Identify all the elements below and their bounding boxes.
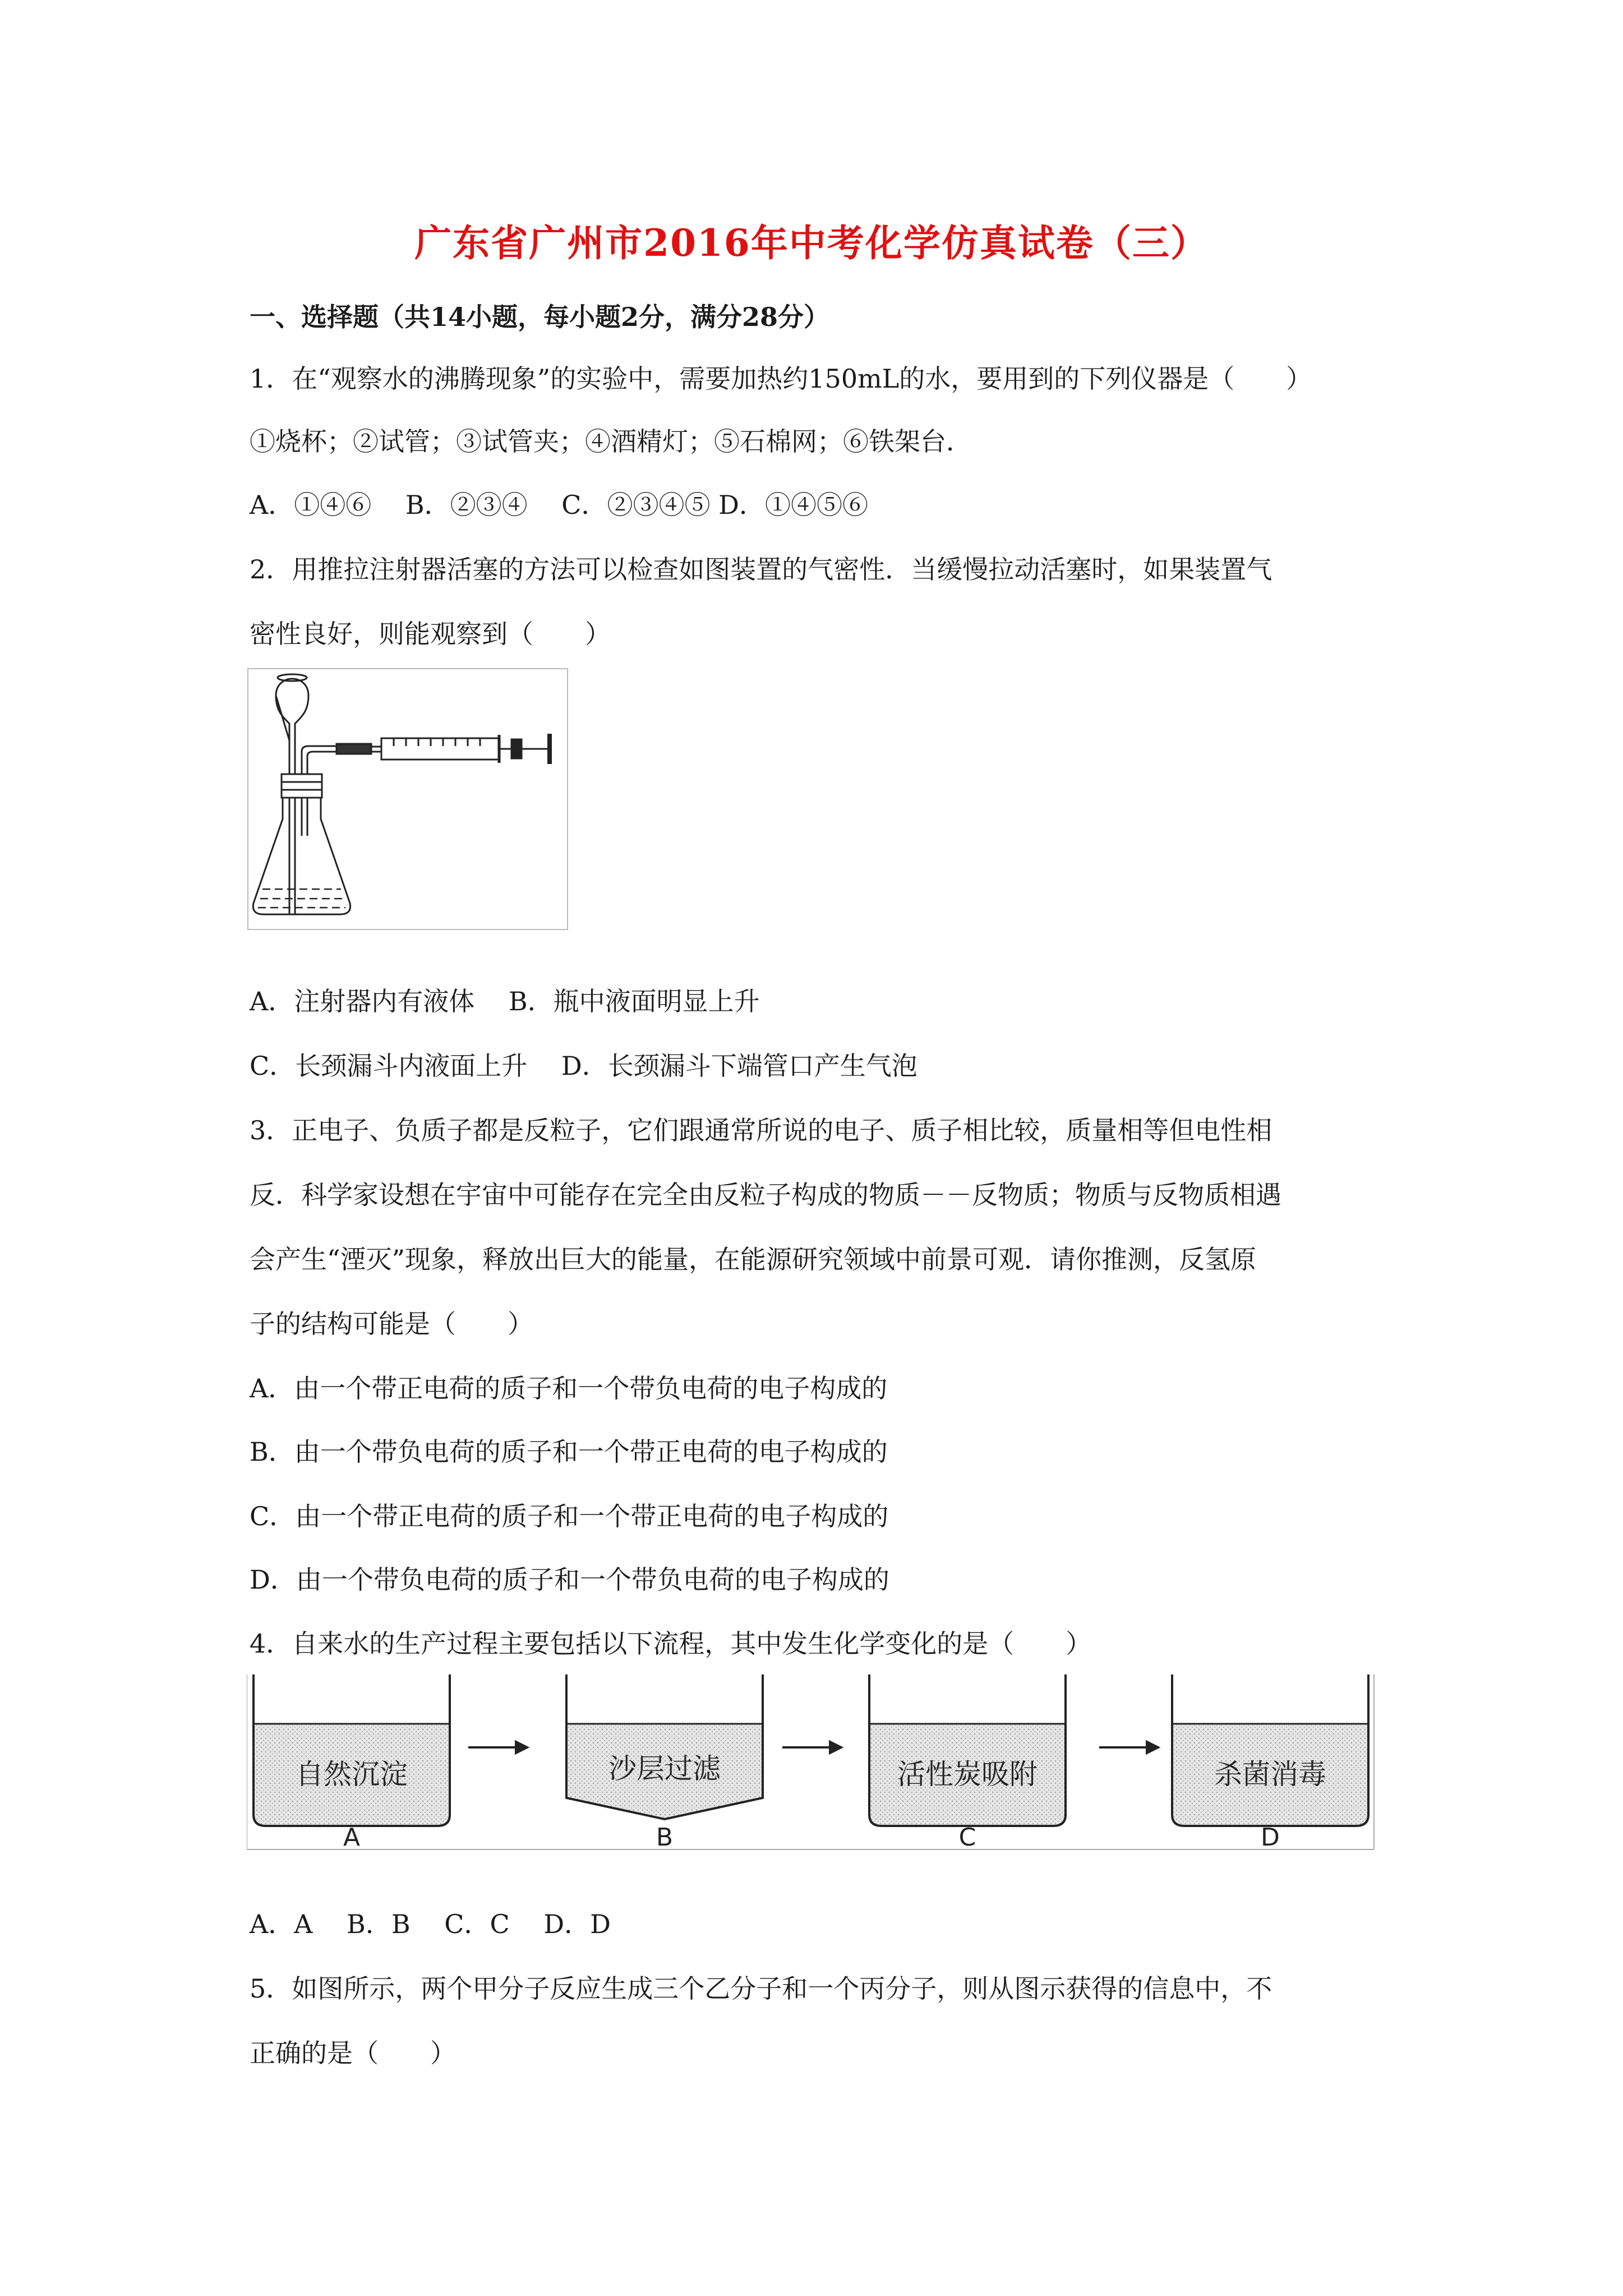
water-treatment-flow-figure — [247, 1674, 1380, 1854]
airtightness-apparatus-figure — [247, 668, 569, 931]
q5-stem-line2: 正确的是（ ） — [250, 2038, 456, 2068]
q2-options-ab: A．注射器内有液体 B．瓶中液面明显上升 — [250, 986, 760, 1016]
page-title: 广东省广州市2016年中考化学仿真试卷（三） — [414, 221, 1209, 265]
q3-stem-line1: 3．正电子、负质子都是反粒子，它们跟通常所说的电子、质子相比较，质量相等但电性相 — [250, 1115, 1272, 1145]
step-c-letter: C — [958, 1823, 976, 1852]
step-b-letter: B — [656, 1823, 674, 1852]
step-a-label: 自然沉淀 — [296, 1758, 408, 1791]
q3-option-d: D．由一个带负电荷的质子和一个带负电荷的电子构成的 — [250, 1565, 889, 1595]
q2-stem-line2: 密性良好，则能观察到（ ） — [250, 619, 611, 649]
arrow-icon — [830, 1742, 841, 1753]
q4-options: A．A B．B C．C D．D — [250, 1909, 611, 1939]
tank-sand-filtration — [566, 1674, 763, 1819]
step-d-letter: D — [1261, 1823, 1280, 1852]
q3-stem-line3: 会产生“湮灭”现象，释放出巨大的能量，在能源研究领域中前景可观．请你推测，反氢原 — [250, 1244, 1257, 1274]
step-a-letter: A — [343, 1823, 361, 1852]
q2-stem-line1: 2．用推拉注射器活塞的方法可以检查如图装置的气密性．当缓慢拉动活塞时，如果装置气 — [250, 554, 1272, 585]
tank-natural-sedimentation — [253, 1674, 450, 1826]
step-b-label: 沙层过滤 — [608, 1752, 721, 1785]
q3-option-a: A．由一个带正电荷的质子和一个带负电荷的电子构成的 — [250, 1373, 888, 1404]
q1-stem: 1．在“观察水的沸腾现象”的实验中，需要加热约150mL的水，要用到的下列仪器是（ ） — [250, 364, 1312, 394]
q3-option-c: C．由一个带正电荷的质子和一个带正电荷的电子构成的 — [250, 1501, 889, 1531]
step-d-label: 杀菌消毒 — [1214, 1758, 1326, 1791]
q1-items: ①烧杯；②试管；③试管夹；④酒精灯；⑤石棉网；⑥铁架台． — [250, 426, 972, 457]
q5-stem-line1: 5．如图所示，两个甲分子反应生成三个乙分子和一个丙分子，则从图示获得的信息中，不 — [250, 1973, 1272, 2004]
q3-stem-line4: 子的结构可能是（ ） — [250, 1309, 533, 1339]
arrow-icon — [516, 1742, 527, 1753]
section-heading: 一、选择题（共14小题，每小题2分，满分28分） — [250, 302, 830, 332]
arrow-icon — [1147, 1742, 1158, 1753]
q3-stem-line2: 反．科学家设想在宇宙中可能存在完全由反粒子构成的物质－－反物质；物质与反物质相遇 — [250, 1180, 1281, 1210]
q4-stem: 4．自来水的生产过程主要包括以下流程，其中发生化学变化的是（ ） — [250, 1628, 1092, 1659]
tank-activated-carbon — [869, 1674, 1066, 1826]
q3-option-b: B．由一个带负电荷的质子和一个带正电荷的电子构成的 — [250, 1437, 888, 1467]
tank-disinfection — [1172, 1674, 1368, 1826]
q1-options: A．①④⑥ B．②③④ C．②③④⑤ D．①④⑤⑥ — [250, 490, 868, 520]
step-c-label: 活性炭吸附 — [897, 1758, 1038, 1791]
q2-options-cd: C．长颈漏斗内液面上升 D．长颈漏斗下端管口产生气泡 — [250, 1051, 917, 1081]
